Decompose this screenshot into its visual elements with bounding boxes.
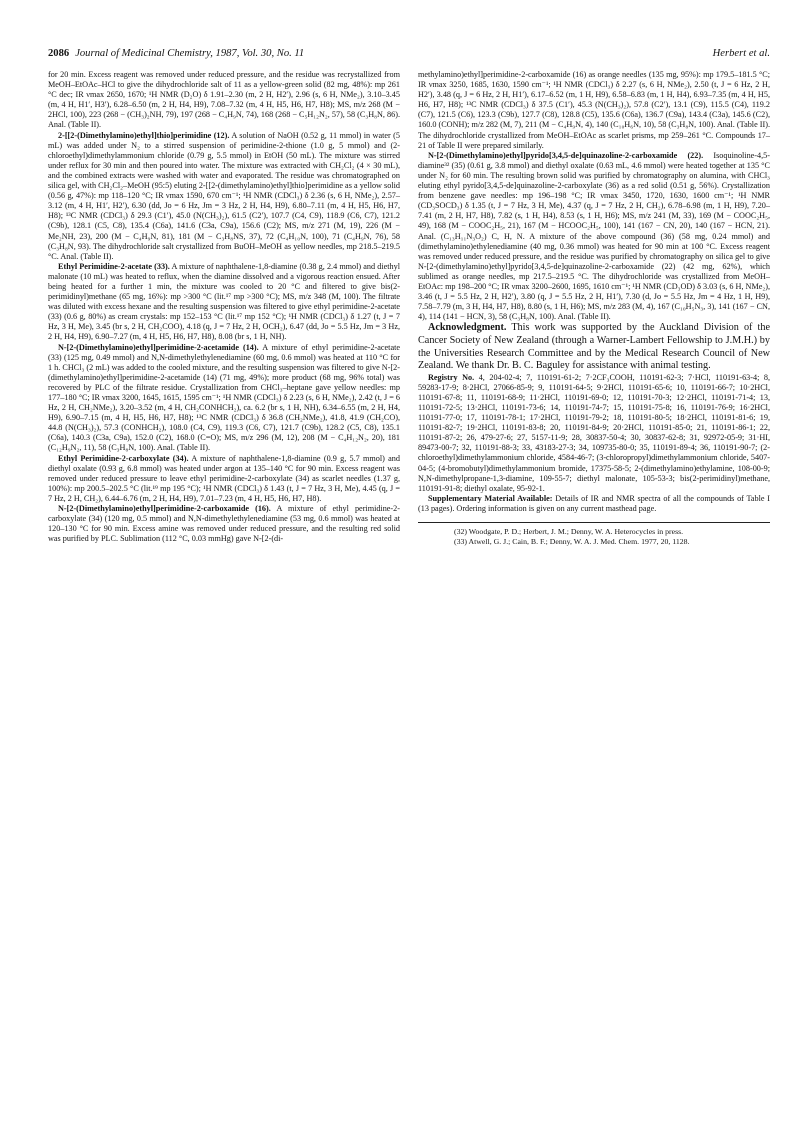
paragraph [48,70,400,131]
acknowledgment-text: This work was supported by the Auckland Division of the Cancer Society of New Zealand (through a Warner-Lambert Fellowship to J.M.H.) by the Universities Research Committee and by the Medical Research Council of New Zealand. We thank Dr. B. C. Baguley for assistance with animal testing. [418,322,770,372]
paragraph-title: Ethyl Perimidine-2-acetate (33). [58,261,170,271]
left-column [48,70,400,544]
acknowledgment [418,322,770,372]
header-authors: Herbert et al. [712,48,770,59]
paragraph-text: A mixture of ethyl perimidine-2-acetate (33) (125 mg, 0.49 mmol) and N,N-dimethylethylenediamine (60 mg, 0.6 mmol) was heated at 110 °C for 1 h. CHCl₃ (2 mL) was added to the cooled mixture, and the resulting suspension was filtered to give N-[2-(dimethylamino)ethyl]perimidine-2-acetamide (14) (71 mg, 49%); more product (68 mg, 96% total) was recovered by PLC of the filtrate residue. Crystallization from CHCl₃–heptane gave yellow needles: mp 177–180 °C; IR νmax 3200, 1645, 1615, 1595 cm⁻¹; ¹H NMR (CDCl₃) δ 2.23 (s, 6 H, NMe₂), 2.42 (t, J = 6 Hz, 2 H, CH₂NMe₂), 3.20–3.52 (m, 4 H, CH₂CONHCH₂), ca. 6.2 (br s, 1 H, NH), 6.34–6.55 (m, 2 H, H4, H9), 6.90–7.15 (m, 4 H, H5, H6, H7, H8); ¹³C NMR (CDCl₃) δ 36.8 (CH₂NMe₂), 41.8, 41.9 (CH₂CO), 44.8 (N(CH₃)₂), 57.3 (CONHCH₂), 108.0 (C4, C9), 119.3 (C6, C7), 121.7 (C9b), 128.2 (C5, C8), 135.1 (C6a), 140.3 (C3a, C9a), 152.0 (C2), 168.0 (C=O); MS, m/z 296 (M, 12), 208 (M − C₄H₁₂N₂, 20), 181 (C₁₂H₉N₂, 11), 58 (C₃H₈N, 100). Anal. (Table II). [48,342,400,453]
paragraph-title: N-[2-(Dimethylamino)ethyl]pyrido[3,4,5-de]quinazoline-2-carboxamide (22). [428,150,704,160]
registry-numbers [418,373,770,494]
supplementary-material [418,494,770,514]
paragraph [48,131,400,262]
paragraph-title: 2-[[2-(Dimethylamino)ethyl]thio]perimidine (12). [58,130,230,140]
running-header [48,48,770,64]
paragraph-text: A mixture of naphthalene-1,8-diamine (0.38 g, 2.4 mmol) and diethyl malonate (10 mL) was heated to reflux, when the diamine dissolved and a vigorous reaction ensued. After being heated for a further 1 min, the mixture was cooled to 20 °C and filtered to give bis(2-perimidinyl)methane (65 mg, 16%): mp >300 °C (lit.¹⁷ mp >300 °C); MS, m/z 348 (M, 100). The filtrate was diluted with excess hexane and the resulting suspension was filtered to give ethyl perimidine-2-acetate (33) (0.6 g, 80%) as cream crystals: mp 152–153 °C (lit.¹⁷ mp 152 °C); ¹H NMR (CDCl₃) δ 1.27 (t, J = 7 Hz, 3 H, Me), 3.45 (br s, 2 H, CH₂COO), 4.18 (q, J = 7 Hz, 2 H, OCH₂), 6.47 (dd, Jo = 5.5 Hz, Jm = 3 Hz, 2 H, H4, H9), 6.90–7.27 (m, 4 H, H5, H6, H7, H8), 8.08 (br s, 1 H, NH). [48,261,400,342]
acknowledgment-title: Acknowledgment. [428,322,507,334]
reference-33: (33) Atwell, G. J.; Cain, B. F.; Denny, W. A. J. Med. Chem. 1977, 20, 1128. [454,536,690,546]
paragraph-text: methylamino)ethyl]perimidine-2-carboxamide (16) as orange needles (135 mg, 95%): mp 179.5–181.5 °C; IR νmax 3250, 1685, 1630, 1590 cm⁻¹; ¹H NMR (CDCl₃) δ 2.27 (s, 6 H, NMe₂), 2.50 (t, J = 6 Hz, 2 H, H2′), 3.48 (q, J = 6 Hz, 2 H, H1′), 6.17–6.52 (m, 1 H, H9), 6.58–6.83 (m, 1 H, H4), 6.93–7.35 (m, 4 H, H5, H6, H7, H8); ¹³C NMR (CDCl₃) δ 37.5 (C1′), 45.3 (N(CH₃)₂), 57.8 (C2′), 13.1 (C9), 115.5 (C4), 119.2 (C7), 121.5 (C6), 123.3 (C9b), 127.7 (C8), 128.8 (C5), 135.6 (C6a), 136.7 (C9a), 143.4 (C3a), 145.6 (C2), 160.0 (CONH); m/z 282 (M, 7), 211 (M − C₄H₉N, 4), 140 (C₁₀H₆N, 10), 58 (C₃H₈N, 100). Anal. (Table II). The dihydrochloride crystallized from MeOH–EtOAc as scarlet prisms, mp 259–261 °C. Compounds 17–21 of Table II were prepared similarly. [418,70,770,150]
paragraph-text: A mixture of ethyl perimidine-2-carboxylate (34) (120 mg, 0.5 mmol) and N,N-dimethylethylenediamine (53 mg, 0.6 mmol) was heated at 120–130 °C for 90 min. Excess amine was removed under reduced pressure, and the resulting red solid was purified by PLC. Sublimation (112 °C, 0.03 mmHg) gave N-[2-(di- [48,504,400,544]
page-number: 2086 [48,48,70,59]
paragraph-text: A mixture of naphthalene-1,8-diamine (0.9 g, 5.7 mmol) and diethyl oxalate (0.93 g, 6.8 mmol) was heated under argon at 135–140 °C for 90 min. Excess reagent was removed under reduced pressure to leave ethyl perimidine-2-carboxylate (34) as scarlet needles (1.37 g, 100%): mp 200.5–202.5 °C (lit.¹⁹ mp 195 °C); ¹H NMR (CDCl₃) δ 1.43 (t, J = 7 Hz, 3 H, Me), 4.45 (q, J = 7 Hz, 2 H, CH₂), 6.44–6.76 (m, 2 H, H4, H9), 7.01–7.23 (m, 4 H, H5, H6, H7, H8). [48,453,400,503]
paragraph-title: N-[2-(Dimethylamino)ethyl]perimidine-2-carboxamide (16). [58,504,271,514]
paragraph-text: Isoquinoline-4,5-diamine³² (35) (0.61 g, 3.8 mmol) and diethyl oxalate (0.63 mL, 4.6 mmol) were heated together at 135 °C under N₂ for 60 min. The resulting brown solid was purified by chromatography on alumina, with CHCl₃ eluting ethyl pyrido[3,4,5-de]quinazoline-2-carboxylate (36) as a red solid (0.51 g, 56%). Crystallization from benzene gave needles: mp 196–198 °C; IR νmax 3450, 1720, 1630, 1600 cm⁻¹; ¹H NMR (CD₃SOCD₃) δ 1.35 (t, J = 7 Hz, 3 H, Me), 4.37 (q, J = 7 Hz, 2 H, CH₂), 6.78–6.98 (m, 1 H, H9), 7.20–7.41 (m, 2 H, H7, H8), 7.82 (s, 1 H, H4), 8.53 (s, 1 H, H6); MS, m/z 241 (M, 33), 169 (M − COOC₂H₅, 49), 168 (M − COOC₂H₅, 21), 167 (M − HCOOC₂H₅, 100), 141 (167 − CN, 20), 140 (167 − HCN, 21). Anal. (C₁₃H₁₁N₃O₂) C, H, N. A mixture of the above compound (36) (58 mg, 0.24 mmol) and (dimethylamino)ethylenediamine (40 mg, 0.36 mmol) was heated for 90 min at 100 °C. Excess reagent was removed under reduced pressure, and the residue was purified by chromatography on silica gel to give N-[2-(dimethylamino)ethyl]pyrido[3,4,5-de]quinazoline-2-carboxamide (22) (42 mg, 62%), which sublimed as orange needles, mp 217.5–219.5 °C. The dihydrochloride was crystallized from MeOH–EtOAc: mp 198–200 °C; IR νmax 3200–2600, 1695, 1610 cm⁻¹; ¹H NMR (CD₃OD) δ 3.03 (s, 6 H, NMe₂), 3.46 (t, J = 5.5 Hz, 2 H, H2′), 3.80 (q, J = 5.5 Hz, 2 H, H1′), 7.30 (d, Jo = 5.5 Hz, Jm = 4 Hz, 1 H, H9), 7.58–7.79 (m, 3 H, H4, H7, H8), 8.80 (s, 1 H, H6); MS, m/z 283 (M, 4), 167 (C₁₀H₅N₃, 3), 141 (167 − CN, 4), 114 (141 − HCN, 3), 58 (C₃H₈N, 100). Anal. (Table II). [418,150,770,322]
paragraph [48,343,400,454]
registry-title: Registry No. [428,372,475,382]
paragraph-title: Ethyl Perimidine-2-carboxylate (34). [58,453,189,463]
paragraph [48,504,400,544]
paragraph [48,262,400,343]
registry-text: 4, 204-02-4; 7, 110191-61-2; 7·2CF₃COOH, 110191-62-3; 7·HCl, 110191-63-4; 8, 59283-17-9; 8·2HCl, 27066-85-9; 9, 110191-64-5; 9·2HCl, 110191-65-6; 10, 110191-66-7; 10·2HCl, 110191-67-8; 11, 110191-68-9; 11·2HCl, 110191-69-0; 12, 110191-70-3; 12·2HCl, 110191-71-4; 13, 110191-72-5; 13·2HCl, 110191-73-6; 14, 110191-74-7; 15, 110191-75-8; 16, 110191-76-9; 16·2HCl, 110191-77-0; 17, 110191-78-1; 17·2HCl, 110191-79-2; 18, 110191-80-5; 18·2HCl, 110191-81-6; 19, 110191-82-7; 19·2HCl, 110191-83-8; 20, 110191-84-9; 20·2HCl, 110191-85-0; 21, 110191-86-1; 22, 110191-87-2; 26, 479-27-6; 27, 5157-11-9; 28, 30837-50-4; 30, 30837-62-8; 31, 92972-05-9; 31·HI, 89473-00-7; 32, 110191-88-3; 33, 43183-27-3; 34, 109735-80-0; 35, 110191-89-4; 36, 110191-90-7; (2-chloroethyl)dimethylammonium chloride, 4584-46-7; (3-chloropropyl)dimethylammonium chloride, 5407-04-5; (4-bromobutyl)dimethylammonium bromide, 17375-58-5; 2-(dimethylamino)ethylamine, 108-00-9; N,N-dimethylpropane-1,3-diamine, 109-55-7; diethyl malonate, 105-53-3; bis(2-perimidinyl)methane, 110191-91-8; diethyl oxalate, 95-92-1. [418,372,771,493]
right-column [418,70,770,546]
paragraph-title: N-[2-(Dimethylamino)ethyl]perimidine-2-acetamide (14). [58,342,259,352]
paragraph [418,70,770,151]
reference-32: (32) Woodgate, P. D.; Herbert, J. M.; Denny, W. A. Heterocycles in press. [454,527,684,537]
journal-citation: Journal of Medicinal Chemistry, 1987, Vol. 30, No. 11 [75,48,305,59]
paragraph-text: A solution of NaOH (0.52 g, 11 mmol) in water (5 mL) was added under N₂ to a stirred suspension of perimidine-2-thione (1.0 g, 5 mmol) and (2-chloroethyl)dimethylammonium chloride (0.79 g, 5.5 mmol) in EtOH (50 mL). The mixture was stirred under reflux for 30 min and then poured into water. The mixture was extracted with CH₂Cl₂ (4 × 30 mL), and the combined extracts were washed with water and evaporated. The residue was chromatographed on silica gel, with CH₂Cl₂–MeOH (95:5) eluting 2-[[2-(dimethylamino)ethyl]thio]perimidine as a yellow solid (0.56 g, 47%): mp 118–120 °C; IR νmax 1590, 670 cm⁻¹; ¹H NMR (CDCl₃) δ 2.36 (s, 6 H, NMe₂), 2.57–3.12 (m, 4 H, H1′, H2′), 6.30 (dd, Jo = 6 Hz, Jm = 3 Hz, 2 H, H4, H9), 6.80–7.11 (m, 4 H, H5, H6, H7, H8); ¹³C NMR (CDCl₃) δ 29.3 (C1′), 45.0 (N(CH₃)₂), 61.5 (C2′), 107.7 (C4, C9), 118.9 (C6, C7), 121.2 (C9b), 128.1 (C5, C8), 135.4 (C6a), 141.6 (C3a, C9a), 156.6 (C2); MS, m/z 271 (M, 19), 226 (M − Me₂NH, 23), 200 (M − C₄H₉N, 81), 181 (M − C₃H₈NS, 37), 72 (C₄H₁₀N, 100), 71 (C₄H₉N, 76), 58 (C₃H₈N, 93). The dihydrochloride salt crystallized from BuOH–MeOH as yellow needles, mp 218.5–219.5 °C. Anal. (Table II). [48,130,400,261]
supplementary-text: Details of IR and NMR spectra of all the compounds of Table I (13 pages). Ordering information is given on any current masthead page. [418,493,770,513]
header-left [48,48,304,59]
references-divider [418,522,770,523]
paragraph [418,151,770,323]
paragraph [48,454,400,504]
supplementary-title: Supplementary Material Available: [428,493,553,503]
paragraph-text: for 20 min. Excess reagent was removed under reduced pressure, and the residue was recrystallized from MeOH–EtOAc–HCl to give the dihydrochloride salt of 11 as a yellow-green solid (82 mg, 48%): mp 261 °C dec; IR νmax 2650, 1670; ¹H NMR (D₂O) δ 1.91–2.30 (m, 2 H, H2′), 2.96 (s, 6 H, NMe₂), 3.10–3.45 (m, 4 H, H1′, H3′), 6.28–6.50 (m, 2 H, H4, H9), 7.08–7.32 (m, 4 H, H5, H6, H7, H8); MS, m/z 268 (M − 2HCl, 100), 223 (268 − (CH₃)₂NH, 79), 197 (268 − C₄H₉N, 74), 168 (268 − C₅H₁₂N₂, 57), 58 (C₃H₈N, 86). Anal. (Table II). [48,70,400,130]
